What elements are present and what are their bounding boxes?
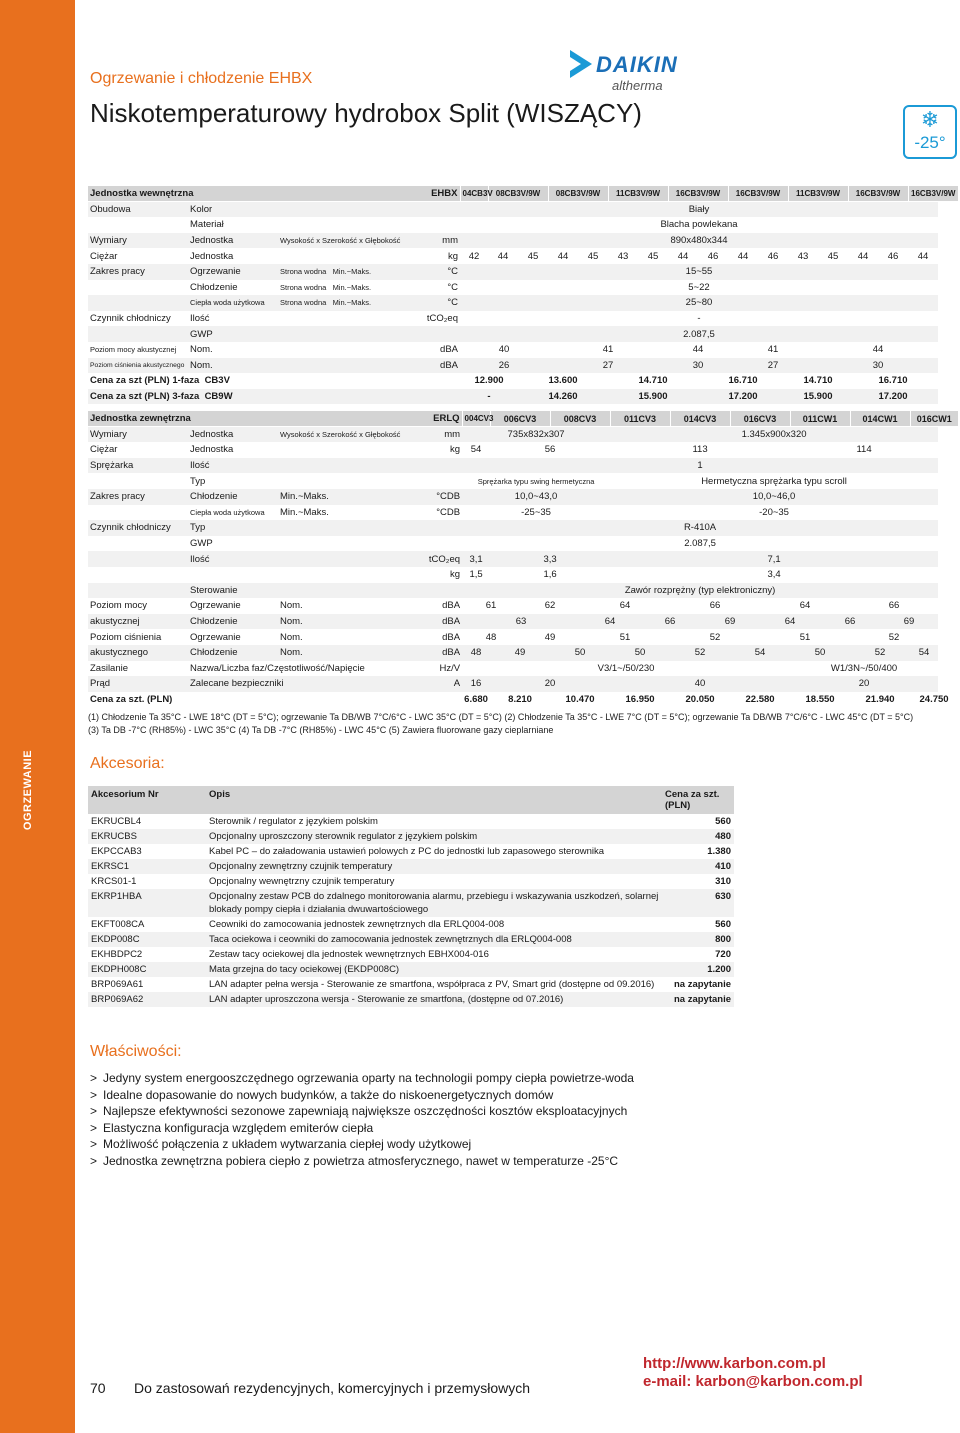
table-row: Sprężarka Ilość 1	[88, 458, 958, 474]
feature-item: > Jednostka zewnętrzna pobiera ciepło z powietrza atmosferycznego, nawet w temperaturze -25°C	[90, 1153, 619, 1168]
accessory-code: BRP069A62	[88, 992, 206, 1007]
accessory-price: 560	[715, 816, 731, 827]
accessory-code: EKPCCAB3	[91, 846, 142, 857]
accessory-code: EKRP1HBA	[88, 889, 206, 917]
table-row: Poziom ciśnienia akustycznego Nom. dBA 26 27 30 27 30	[88, 358, 958, 374]
accessory-row	[88, 977, 734, 992]
accessory-row	[88, 992, 734, 1007]
feature-item: > Możliwość połączenia z układem wytwarzania ciepłej wody użytkowej	[90, 1137, 472, 1151]
page-tagline: Do zastosowań rezydencyjnych, komercyjnych i przemysłowych	[134, 1380, 531, 1396]
table-row: Ciepła woda użytkowa Strona wodna Min.~Maks. °C 25~80	[88, 295, 958, 311]
page-subtitle: Ogrzewanie i chłodzenie EHBX	[90, 70, 313, 87]
table-row: Materiał Blacha powlekana	[190, 219, 738, 231]
table-row: Sterowanie Zawór rozprężny (typ elektroniczny)	[88, 583, 958, 599]
accessory-code: BRP069A61	[91, 979, 144, 990]
table-row: Poziom mocy akustycznej Nom. dBA 40 41 44 41 44	[90, 344, 884, 356]
accessory-description: LAN adapter uproszczona wersja - Sterowanie ze smartfona, (dostępne od 07.2016)	[206, 992, 662, 1007]
accessory-description: Mata grzejna do tacy ociekowej (EKDP008C)	[206, 962, 662, 977]
accessory-row	[88, 829, 734, 844]
email-link[interactable]: e-mail: karbon@karbon.com.pl	[643, 1373, 863, 1390]
accessory-row	[88, 814, 734, 829]
accessory-code: EKFT008CA	[91, 919, 145, 930]
accessory-row	[88, 932, 734, 947]
indoor-header-row: Jednostka wewnętrzna EHBX 04CB3V 08CB3V/9W 08CB3V/9W 11CB3V/9W 16CB3V/9W 16CB3V/9W 11CB3V/9W 16CB3V/9W 16CB3V/9W	[88, 186, 958, 202]
accessory-price: 1.200	[662, 962, 734, 977]
snowflake-icon: ❄	[920, 107, 940, 132]
accessory-row	[88, 917, 734, 932]
accessory-code: EKRUCBS	[88, 829, 206, 844]
table-row: Chłodzenie Strona wodna Min.~Maks. °C 5~22	[190, 281, 710, 293]
table-row: Typ Sprężarka typu swing hermetyczna Hermetyczna sprężarka typu scroll	[190, 475, 847, 487]
bullet-icon: >	[90, 1120, 98, 1135]
feature-item: > Idealne dopasowanie do nowych budynków, a także do niskoenergetycznych domów	[90, 1087, 554, 1102]
table-row: Zasilanie Nazwa/Liczba faz/Częstotliwość/Napięcie Hz/V V3/1~/50/230 W1/3N~/50/400	[90, 662, 898, 674]
accessory-price: 720	[715, 949, 731, 960]
accessory-row	[88, 962, 734, 977]
accessories-header-row: Akcesorium Nr Opis Cena za szt. (PLN)	[88, 786, 734, 814]
accessory-price: 1.380	[707, 846, 731, 857]
accessory-code: EKDPH008C	[88, 962, 206, 977]
accessory-price: 410	[662, 859, 734, 874]
table-row: Wymiary Jednostka Wysokość x Szerokość x Głębokość mm 890x480x344	[88, 233, 958, 249]
table-row: Czynnik chłodniczy Ilość tCO₂eq -	[90, 313, 701, 325]
sidebar-band	[0, 0, 75, 1433]
table-row: akustycznej Chłodzenie Nom. dBA 63 64 66 69 64 66 69	[88, 614, 958, 630]
bullet-icon: >	[90, 1087, 98, 1102]
outdoor-price-row: Cena za szt. (PLN) 6.680 8.210 10.470 16.950 20.050 22.580 18.550 21.940 24.750	[90, 693, 949, 705]
price-row-1phase: Cena za szt (PLN) 1-faza CB3V 12.900 13.600 14.710 16.710 14.710 16.710	[90, 375, 908, 387]
accessory-description: Kabel PC – do załadowania ustawień polowych z PC do jednostki lub zapasowego sterownika	[209, 846, 605, 857]
table-row: Prąd Zalecane bezpieczniki A 16 20 40 20	[88, 676, 958, 692]
accessory-price: 560	[715, 919, 731, 930]
bullet-icon: >	[90, 1137, 98, 1151]
accessory-row	[88, 947, 734, 962]
accessory-description: Zestaw tacy ociekowej dla jednostek wewnętrznych EBHX004-016	[209, 949, 489, 960]
features-title: Właściwości:	[90, 1043, 182, 1060]
accessory-price: 480	[662, 829, 734, 844]
accessory-code: EKDP008C	[88, 932, 206, 947]
page-title: Niskotemperaturowy hydrobox Split (WISZĄCY)	[90, 98, 642, 128]
outdoor-header-row: Jednostka zewnętrzna ERLQ 004CV3 006CV3 008CV3 011CV3 014CV3 016CV3 011CW1 014CW1 016CW1	[88, 411, 958, 427]
page-number: 70	[90, 1380, 106, 1396]
table-row: Czynnik chłodniczy Typ R-410A	[88, 520, 958, 536]
accessory-code: EKRUCBL4	[91, 816, 142, 827]
bullet-icon: >	[90, 1153, 98, 1168]
indoor-spec-table	[88, 186, 958, 404]
accessory-row	[88, 859, 734, 874]
accessory-row	[88, 889, 734, 917]
temperature-badge: ❄ -25°	[903, 105, 957, 159]
table-row: Ciepła woda użytkowa Min.~Maks. °CDB -25~35 -20~35	[190, 506, 789, 518]
feature-item: > Elastyczna konfiguracja względem emiterów ciepła	[90, 1120, 374, 1135]
accessory-description: Taca ociekowa i ceowniki do zamocowania jednostek zewnętrznych dla ERLQ004-008	[206, 932, 662, 947]
accessory-description: Opcjonalny zestaw PCB do zdalnego monitorowania alarmu, przebiegu i wskazywania uszkodzeń, solarnej blokady pompy ciepła i działania dwuwartościowego	[206, 889, 662, 917]
accessory-description: Opcjonalny wewnętrzny czujnik temperatury	[209, 876, 395, 887]
table-row: Zakres pracy Ogrzewanie Strona wodna Min.~Maks. °C 15~55	[88, 264, 958, 280]
table-row: Ciężar Jednostka kg 54 56 113 114	[90, 444, 872, 456]
accessory-price: 800	[662, 932, 734, 947]
accessory-price: na zapytanie	[662, 992, 734, 1007]
accessories-title: Akcesoria:	[90, 755, 165, 772]
footnotes: (1) Chłodzenie Ta 35°C - LWE 18°C (DT = 5°C); ogrzewanie Ta DB/WB 7°C/6°C - LWC 35°C (DT = 5°C) (2) Chłodzenie Ta 35°C - LWE 7°C (DT = 5°C); ogrzewanie Ta DB/WB 7°C/6°C - LWC 45°C (DT = 5°C) (3) Ta DB -7°C (RH85%) - LWC 35°C (4) Ta DB -7°C (RH85%) - LWC 45°C (5) Zawiera fluorowane gazy cieplarniane	[88, 712, 914, 735]
feature-item: > Najlepsze efektywności sezonowe zapewniają największe oszczędności kosztów eksploatacyjnych	[90, 1104, 628, 1118]
table-row: Ciężar Jednostka kg 42 44 45 44 45 43 45 44 46 44 46 43 45 44 46 44	[90, 250, 929, 262]
accessory-price: 310	[715, 876, 731, 887]
features-list	[90, 1070, 634, 1169]
table-row: akustycznego Chłodzenie Nom. dBA 48 49 50 50 52 54 50 52 54	[88, 645, 958, 661]
table-row: GWP 2.087,5	[88, 326, 958, 342]
table-row: GWP 2.087,5	[190, 538, 716, 550]
accessory-row	[88, 874, 734, 889]
website-link[interactable]: http://www.karbon.com.pl	[643, 1355, 826, 1372]
accessory-code: EKHBDPC2	[91, 949, 143, 960]
sidebar-label: OGRZEWANIE	[22, 749, 34, 831]
table-row: kg 1,5 1,6 3,4	[450, 569, 781, 581]
accessory-price: na zapytanie	[673, 979, 731, 990]
accessory-row	[88, 844, 734, 859]
accessory-description: LAN adapter pełna wersja - Sterowanie ze smartfona, współpraca z PV, Smart grid (dostępne od 09.2016)	[209, 979, 655, 990]
outdoor-spec-table	[88, 411, 958, 707]
accessory-description: Opcjonalny zewnętrzny czujnik temperatury	[206, 859, 662, 874]
table-row: Ilość tCO₂eq 3,1 3,3 7,1	[88, 551, 958, 567]
table-row: Obudowa Kolor Biały	[88, 202, 958, 218]
accessory-description: Ceowniki do zamocowania jednostek zewnętrznych dla ERLQ004-008	[209, 919, 505, 930]
feature-item: > Jedyny system energooszczędnego ogrzewania oparty na technologii pompy ciepła powietrze-woda	[90, 1071, 634, 1085]
accessory-code: KRCS01-1	[91, 876, 137, 887]
accessories-table	[88, 786, 734, 1007]
accessory-description: Sterownik / regulator z językiem polskim	[209, 816, 378, 827]
table-row: Wymiary Jednostka Wysokość x Szerokość x Głębokość mm 735x832x307 1.345x900x320	[88, 427, 958, 443]
accessory-price: 630	[662, 889, 734, 917]
table-row: Poziom ciśnienia Ogrzewanie Nom. dBA 48 49 51 52 51 52	[90, 631, 900, 643]
bullet-icon: >	[90, 1104, 98, 1118]
daikin-mark-icon	[570, 50, 592, 78]
bullet-icon: >	[90, 1071, 98, 1085]
accessory-description: Opcjonalny uproszczony sterownik regulator z językiem polskim	[206, 829, 662, 844]
price-row-3phase: Cena za szt (PLN) 3-faza CB9W - 14.260 15.900 17.200 15.900 17.200	[88, 389, 958, 405]
table-row: Zakres pracy Chłodzenie Min.~Maks. °CDB 10,0~43,0 10,0~46,0	[88, 489, 958, 505]
table-row: Poziom mocy Ogrzewanie Nom. dBA 61 62 64 66 64 66	[90, 600, 900, 612]
accessory-code: EKRSC1	[88, 859, 206, 874]
daikin-logo: DAIKIN altherma	[570, 50, 695, 94]
